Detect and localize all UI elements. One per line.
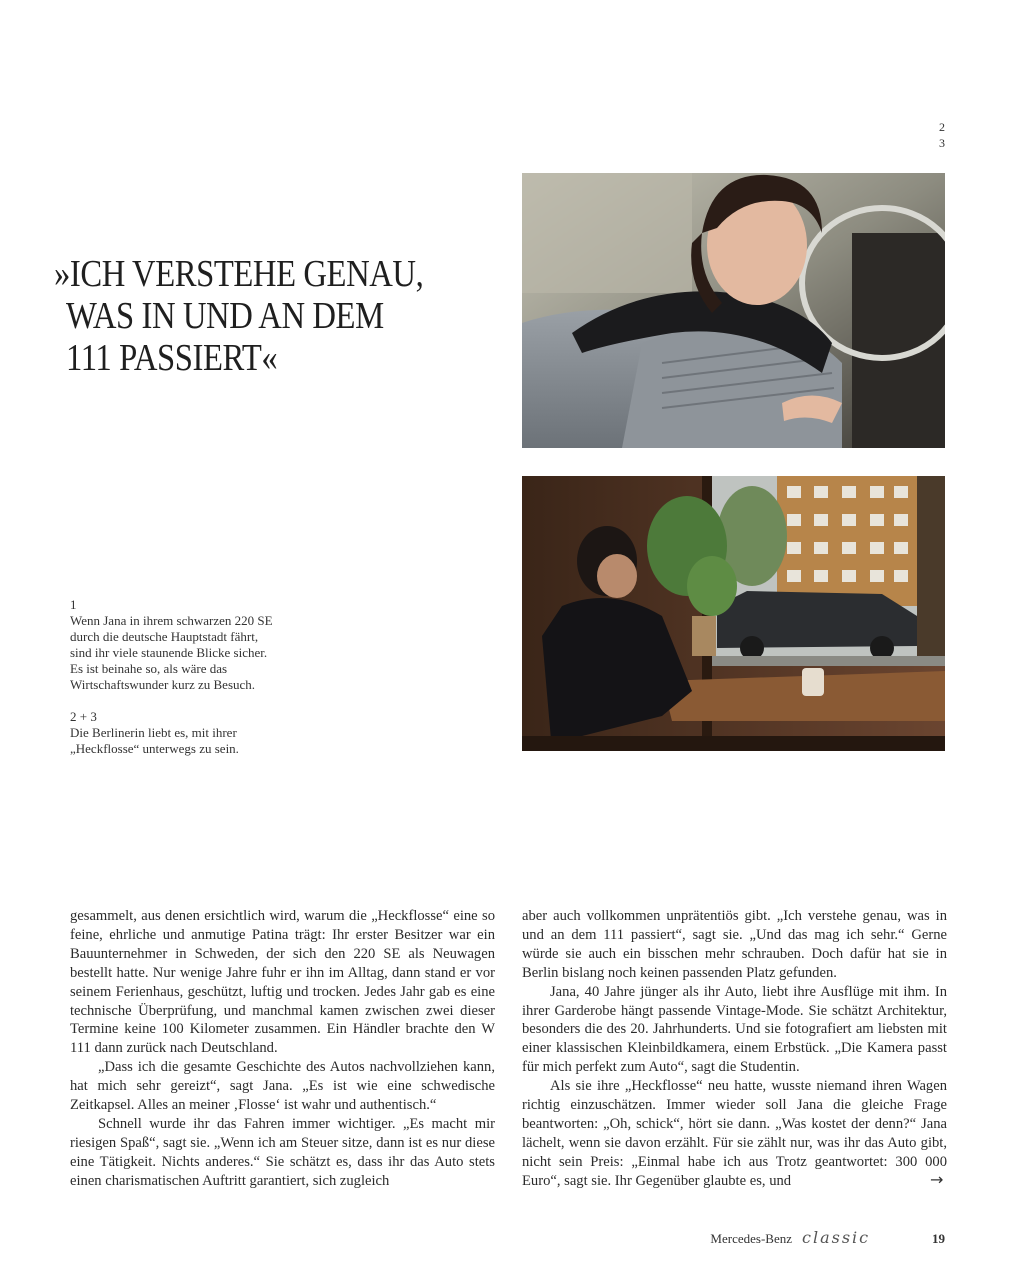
photo-woman-in-car (522, 173, 945, 448)
pull-quote-headline (54, 253, 424, 379)
body-paragraph: „Dass ich die gesamte Geschichte des Autos nachvollziehen kann, hat mich sehr gereizt“, sagt Jana. „Es ist wie eine schwedische Zeitkapsel. Alles an meiner ‚Flosse‘ ist wahr und authentisch.“ (70, 1059, 495, 1114)
body-paragraph: Jana, 40 Jahre jünger als ihr Auto, liebt ihre Ausflüge mit ihm. In ihrer Garderobe hängt passende Vintage-Mode. Sie schätzt Architektur, besonders die des 20. Jahrhunderts. Und sie fotografiert am liebsten mit einer klassischen Kleinbildkamera, einem Erbstück. „Die Kamera passt für mich perfekt zum Auto“, sagt die Studentin. (522, 983, 947, 1076)
body-paragraph: Als sie ihre „Heckflosse“ neu hatte, wusste niemand ihren Wagen richtig einzuschätzen. Immer wieder soll Jana die gleiche Frage beantworten: „Oh, schick“, hört sie dann. „Was kostet der denn?“ Jana lächelt, wenn sie davon erzählt. Für sie zählt nur, was ihr das Auto gibt, nicht sein Preis: „Einmal habe ich aus Trotz geantwortet: 300 000 Euro“, sagt sie. Ihr Gegenüber glaubte es, und (522, 1078, 947, 1189)
caption-1-line-3: sind ihr viele staunende Blicke sicher. (70, 645, 268, 660)
body-column-left (70, 907, 495, 1191)
photo-woman-in-cafe-image (522, 476, 945, 751)
headline-line-2: WAS IN UND AN DEM (66, 295, 384, 337)
headline-line-1: »ICH VERSTEHE GENAU, (54, 253, 424, 295)
caption-1-line-4: Es ist beinahe so, als wäre das (70, 661, 228, 676)
body-paragraph: aber auch vollkommen unprätentiös gibt. „Ich verstehe genau, was in und an dem 111 passiert“, sagt sie. „Und das mag ich sehr.“ Gerne würde sie auch ein bisschen mehr schrauben. Doch dafür hat sie in Berlin bislang noch keinen passenden Platz gefunden. (522, 908, 947, 981)
page-marker (939, 119, 945, 151)
body-column-right (522, 907, 947, 1191)
photo-captions (70, 597, 310, 757)
page-marker-line-2: 3 (939, 136, 945, 150)
caption-1-line-1: Wenn Jana in ihrem schwarzen 220 SE (70, 613, 273, 628)
body-paragraph: gesammelt, aus denen ersichtlich wird, warum die „Heckflosse“ eine so feine, ehrliche und anmutige Patina trägt: Ihr erster Besitzer war ein Bauunternehmer in Schweden, der sich den 220 SE als Neuwagen bestellt hatte. Nur wenige Jahre fuhr er ihn im Alltag, dann stand er vor seinem Ferienhaus, geschützt, luftig und trocken. Jedes Jahr gab es eine technische Überprüfung, und manchmal kamen zwischen zwei dieser Termine keine 100 Kilometer zusammen. Ein Händler brachte den W 111 dann zurück nach Deutschland. (70, 908, 495, 1057)
footer-series-logo: classic (802, 1228, 871, 1247)
caption-2-number: 2 + 3 (70, 709, 97, 724)
page-footer (710, 1228, 945, 1247)
caption-2-line-2: „Heckflosse“ unterwegs zu sein. (70, 741, 239, 756)
page-number: 19 (932, 1231, 945, 1246)
footer-brand: Mercedes-Benz (710, 1231, 792, 1246)
continue-arrow-icon: → (930, 1170, 944, 1189)
photo-woman-in-car-image (522, 173, 945, 448)
photo-woman-in-cafe (522, 476, 945, 751)
headline-line-3: 111 PASSIERT« (66, 337, 278, 379)
body-paragraph: Schnell wurde ihr das Fahren immer wichtiger. „Es macht mir riesigen Spaß“, sagt sie. „Wenn ich am Steuer sitze, dann ist es nur diese eine Tätigkeit. Nichts anderes.“ Sie schätzt es, dass ihr das Auto stets einen charismatischen Auftritt garantiert, sich zugleich (70, 1115, 495, 1189)
caption-2-line-1: Die Berlinerin liebt es, mit ihrer (70, 725, 237, 740)
caption-1-line-5: Wirtschaftswunder kurz zu Besuch. (70, 677, 256, 692)
caption-1-line-2: durch die deutsche Hauptstadt fährt, (70, 629, 259, 644)
caption-1-number: 1 (70, 597, 77, 612)
page-marker-line-1: 2 (939, 120, 945, 134)
